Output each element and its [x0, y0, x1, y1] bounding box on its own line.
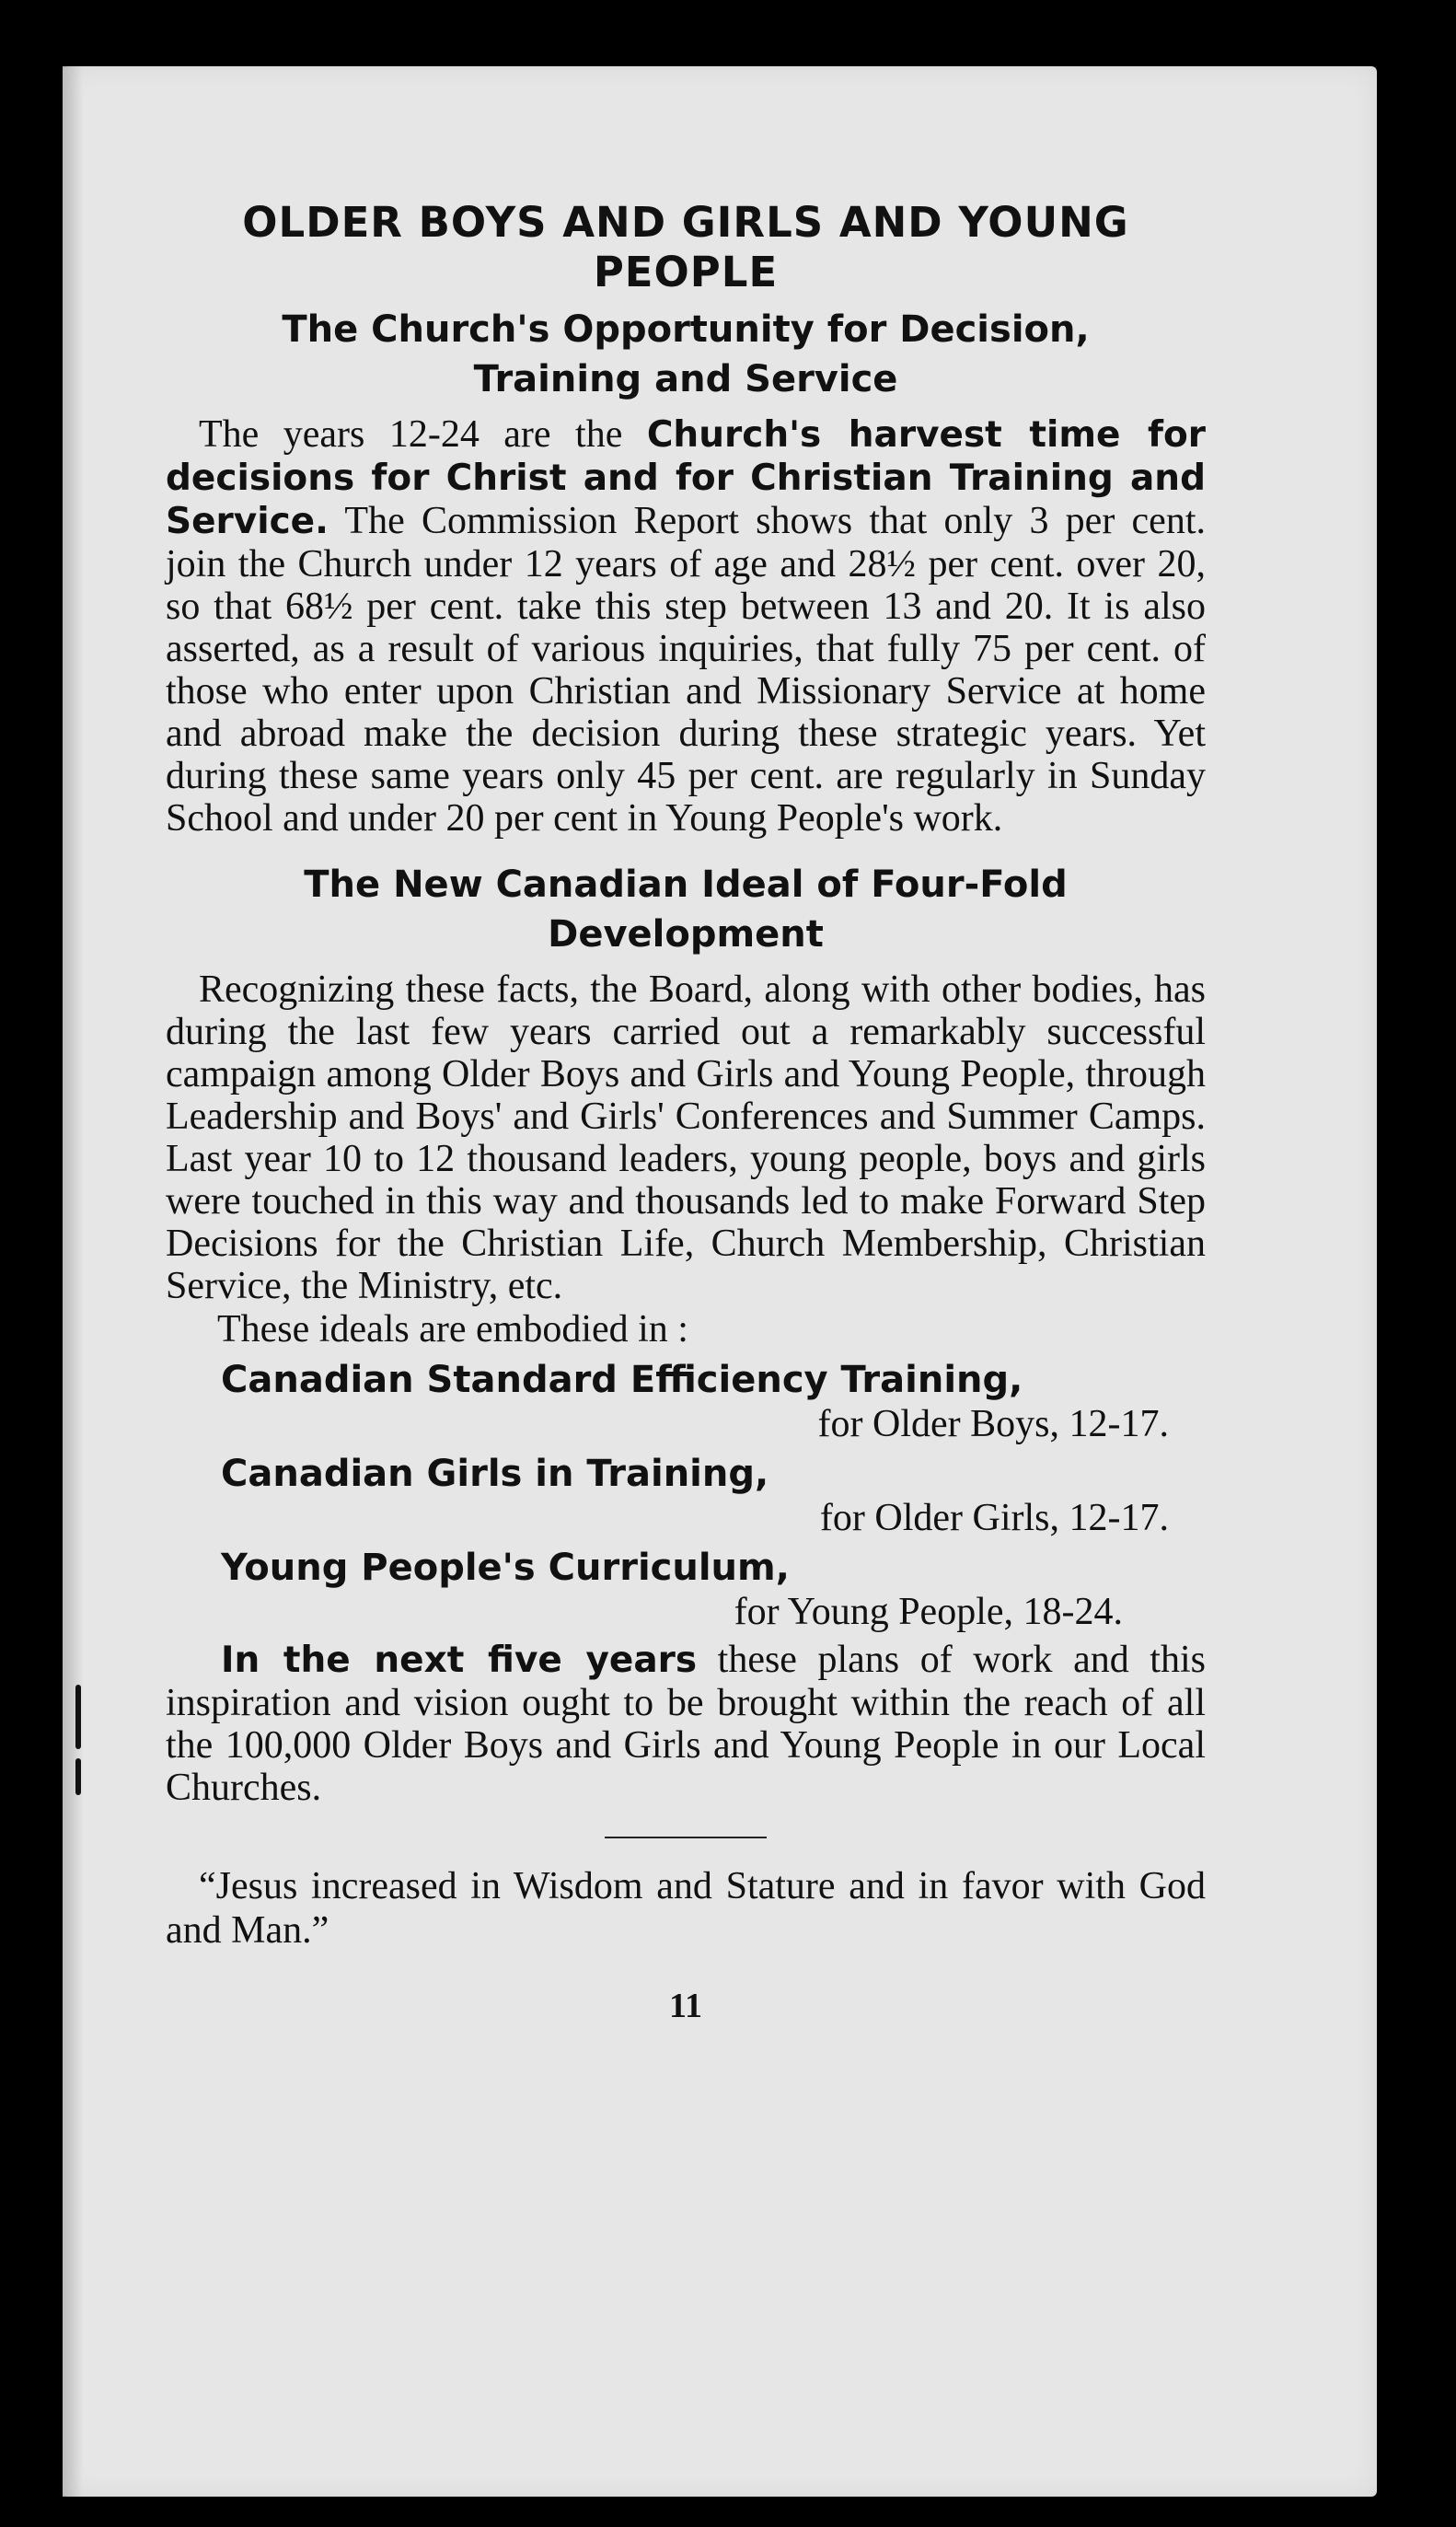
paragraph-harvest-lead: The years 12-24 are the	[199, 413, 647, 456]
paragraph-harvest-bold: Church's harvest time for decisions for Christ and for Christian Training and Service.	[166, 414, 1206, 542]
section-heading-line2: PEOPLE	[593, 248, 779, 296]
program-audience: for Older Girls, 12-17.	[819, 1497, 1169, 1539]
program-item	[166, 1357, 1206, 1445]
program-title: Canadian Girls in Training,	[221, 1453, 769, 1495]
page-content	[166, 198, 1206, 2026]
ideals-intro: These ideals are embodied in :	[217, 1308, 688, 1350]
subheading-opportunity	[166, 305, 1206, 404]
binding-shadow	[63, 66, 83, 2497]
paragraph-harvest-time	[166, 413, 1206, 840]
section-heading-line1: OLDER BOYS AND GIRLS AND YOUNG	[242, 198, 1129, 247]
paragraph-next-five-bold: In the next five years	[221, 1640, 698, 1681]
paragraph-harvest-rest: The Commission Report shows that only 3 per cent. join the Church under 12 years of age and 28½ per cent. over 20, so that 68½ per cent. take this step between 13 and 20. It is also asserted, as a result of various inquiries, that fully 75 per cent. of those who enter upon Christian and Missionary Service at home and abroad make the decision during these strategic years. Yet during these same years only 45 per cent. are regularly in Sunday School and under 20 per cent in Young People's work.	[166, 500, 1206, 840]
page-number: 11	[669, 1987, 702, 2025]
binding-mark	[75, 1685, 81, 1749]
paragraph-next-five-rest: these plans of work and this inspiration and vision ought to be brought within the reach of all the 100,000 Older Boys and Girls and Young People in our Local Churches.	[166, 1639, 1206, 1809]
binding-mark	[75, 1758, 81, 1795]
subheading-opportunity-line1: The Church's Opportunity for Decision,	[282, 308, 1090, 351]
subheading-ideal	[166, 860, 1206, 959]
subheading-ideal-line1: The New Canadian Ideal of Four-Fold	[304, 864, 1068, 906]
program-list	[166, 1357, 1206, 1633]
program-title: Young People's Curriculum,	[221, 1547, 790, 1589]
program-item	[166, 1451, 1206, 1539]
program-audience: for Young People, 18-24.	[734, 1591, 1123, 1633]
subheading-opportunity-line2: Training and Service	[473, 358, 898, 400]
scripture-quote: “Jesus increased in Wisdom and Stature and in favor with God and Man.”	[166, 1865, 1206, 1952]
paragraph-next-five-years	[166, 1639, 1206, 1809]
program-audience: for Older Boys, 12-17.	[817, 1403, 1169, 1445]
section-heading	[166, 198, 1206, 297]
divider-rule	[605, 1837, 767, 1838]
program-title: Canadian Standard Efficiency Training,	[221, 1359, 1023, 1401]
program-item	[166, 1545, 1206, 1633]
subheading-ideal-line2: Development	[548, 913, 824, 956]
paragraph-recognizing: Recognizing these facts, the Board, along with other bodies, has during the last few years carried out a remarkably successful campaign among Older Boys and Girls and Young People, through Leadership and Boys' and Girls' Conferences and Summer Camps. Last year 10 to 12 thousand leaders, young people, boys and girls were touched in this way and thousands led to make Forward Step Decisions for the Christian Life, Church Membership, Christian Service, the Ministry, etc.	[166, 968, 1206, 1307]
